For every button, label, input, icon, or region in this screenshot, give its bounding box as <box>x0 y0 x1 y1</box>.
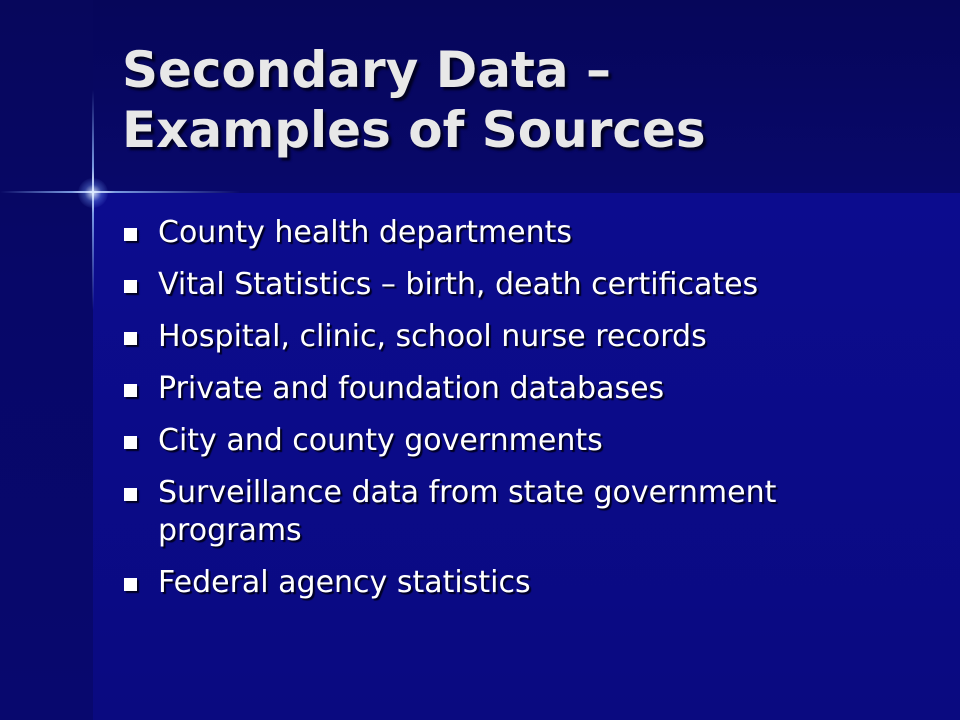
square-bullet-icon <box>124 228 137 241</box>
bullet-item <box>122 564 882 602</box>
square-bullet-icon <box>124 436 137 449</box>
bullet-text: Private and foundation databases <box>158 371 665 406</box>
bullet-text: Hospital, clinic, school nurse records <box>158 319 707 354</box>
square-bullet-icon <box>124 578 137 591</box>
bullet-list <box>122 214 882 616</box>
bullet-text: Surveillance data from state government programs <box>158 475 777 548</box>
slide-title <box>122 40 922 160</box>
square-bullet-icon <box>124 488 137 501</box>
bullet-text: Federal agency statistics <box>158 565 531 600</box>
bullet-item <box>122 370 882 408</box>
bullet-text: Vital Statistics – birth, death certificates <box>158 267 759 302</box>
lens-flare-horizontal <box>0 191 240 193</box>
bullet-item <box>122 474 882 550</box>
left-band <box>0 0 93 720</box>
bullet-item <box>122 266 882 304</box>
lens-flare-glow <box>78 178 108 208</box>
square-bullet-icon <box>124 280 137 293</box>
bullet-item <box>122 318 882 356</box>
square-bullet-icon <box>124 332 137 345</box>
slide-title-line-2: Examples of Sources <box>122 101 706 159</box>
bullet-text: County health departments <box>158 215 572 250</box>
bullet-item <box>122 422 882 460</box>
bullet-text: City and county governments <box>158 423 603 458</box>
square-bullet-icon <box>124 384 137 397</box>
bullet-item <box>122 214 882 252</box>
slide-title-line-1: Secondary Data – <box>122 41 611 99</box>
